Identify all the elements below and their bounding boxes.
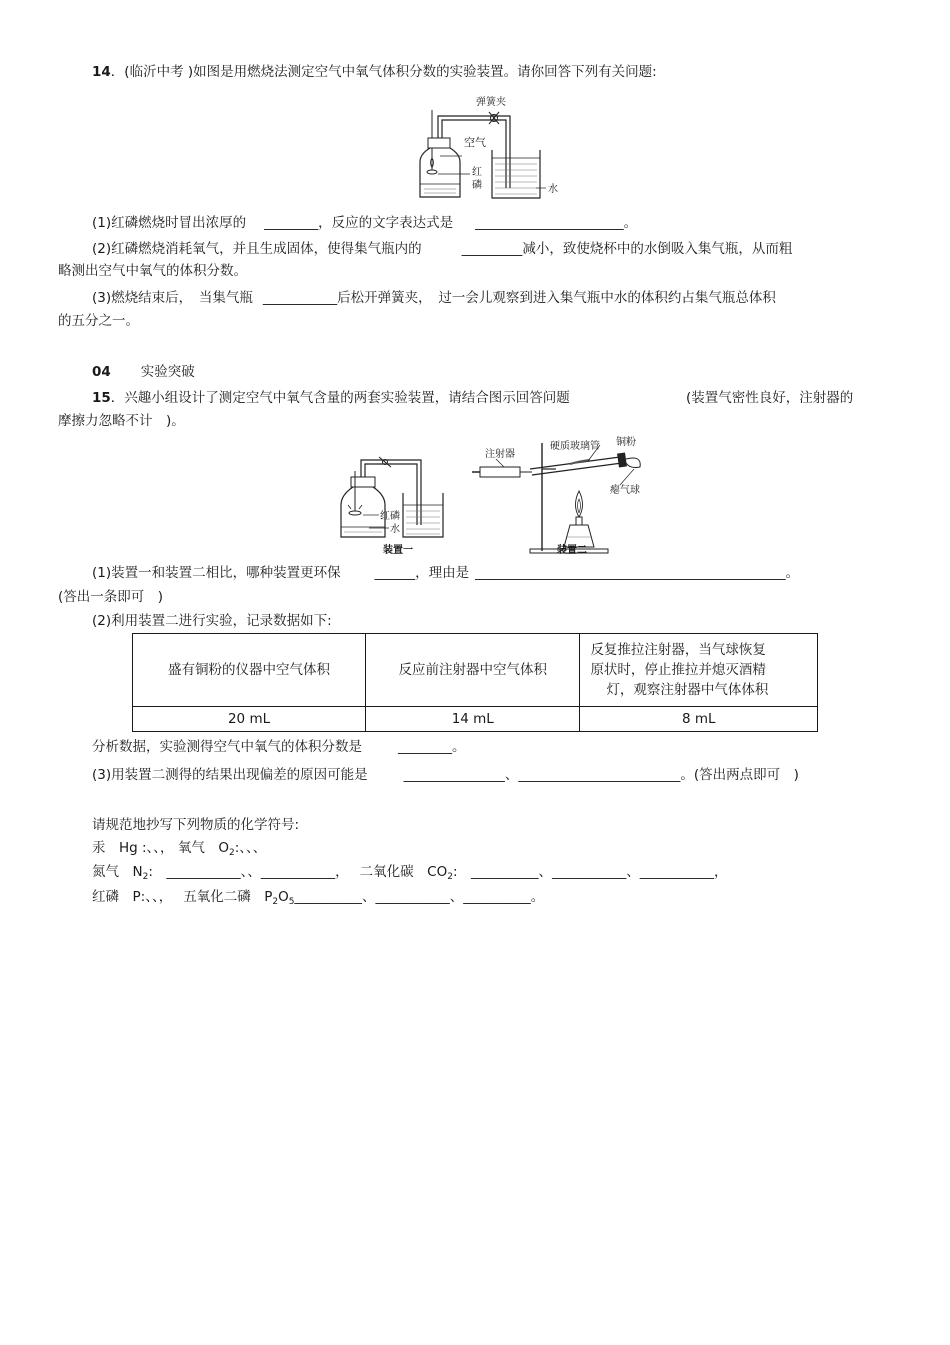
q15-part3-sep: 、 — [504, 767, 519, 783]
q15-stem-b: (装置气密性良好，注射器的 — [686, 390, 854, 406]
q15-part2-analysis — [92, 737, 466, 757]
q15-part1-blank1: ______ — [374, 565, 416, 581]
table-row — [133, 707, 818, 732]
copy-line1-sub: 2 — [228, 848, 235, 858]
table-header-line: 原状时，停止推拉并熄灭酒精 — [590, 662, 766, 678]
q14-part3-cont: 的五分之一。 — [58, 313, 139, 329]
q14-part1-blank2: ______________________ — [475, 215, 624, 231]
q14-stem-text: ．(临沂中考 )如图是用燃烧法测定空气中氧气体积分数的实验装置。请你回答下列有关问题: — [110, 64, 657, 80]
q15-fig2-label-balloon: 瘪气球 — [610, 485, 640, 496]
q14-stem — [92, 62, 657, 82]
section-title: 实验突破 — [140, 364, 195, 380]
q14-label-air: 空气 — [464, 136, 486, 149]
q14-part2 — [92, 239, 792, 259]
copy-line-1 — [92, 838, 266, 863]
q15-part3-text-b: 。(答出两点即可 ) — [680, 767, 799, 783]
copy-line2-text-a: 氮气 N — [92, 864, 143, 880]
q14-part2-text-a: (2)红磷燃烧消耗氧气，并且生成固体，使得集气瓶内的 — [92, 241, 422, 257]
table-header-cell: 反应前注射器中空气体积 — [366, 634, 580, 707]
copy-line3-text-b: __________、___________、__________。 — [294, 889, 545, 905]
copy-line-2 — [92, 862, 728, 887]
q15-data-table — [132, 633, 818, 732]
q14-part1-text-c: 。 — [623, 215, 638, 231]
q15-part1-blank2: ______________________________________________ — [475, 565, 786, 581]
q15-apparatus-one-figure — [333, 453, 448, 558]
table-header-cell — [580, 634, 818, 707]
q15-number: 15 — [92, 390, 111, 406]
q14-label-clamp: 弹簧夹 — [476, 97, 506, 108]
q15-part2-text-a: 分析数据，实验测得空气中氧气的体积分数是 — [92, 739, 362, 755]
q15-fig2-label-copper: 铜粉 — [616, 437, 636, 448]
table-header-line: 灯，观察注射器中气体体积 — [606, 682, 769, 698]
copy-line2-text-c: : __________、___________、___________， — [452, 864, 728, 880]
q14-part3-text-a: (3)燃烧结束后， 当集气瓶 — [92, 290, 253, 306]
table-cell: 8 mL — [580, 707, 818, 732]
copy-line3-text-a: 红磷 P:、、， 五氧化二磷 P — [92, 889, 273, 905]
q15-part2-text-b: 。 — [452, 739, 466, 755]
q14-part2-cont: 略测出空气中氧气的体积分数。 — [58, 263, 247, 279]
q14-number: 14 — [92, 64, 111, 80]
q14-part2-text-b: 减小，致使烧杯中的水倒吸入集气瓶，从而粗 — [522, 241, 793, 257]
q14-label-water: 水 — [548, 184, 558, 195]
table-header-line: 反复推拉注射器，当气球恢复 — [590, 642, 766, 658]
table-cell: 20 mL — [133, 707, 366, 732]
q15-part3-text-a: (3)用装置二测得的结果出现偏差的原因可能是 — [92, 767, 368, 783]
q15-fig1-label-water: 水 — [390, 524, 400, 535]
q15-fig2-caption: 装置二 — [557, 545, 587, 556]
copy-line-3 — [92, 887, 544, 912]
q15-fig1-caption: 装置一 — [383, 545, 413, 556]
section-number: 04 — [92, 364, 111, 380]
q14-part1-text-a: (1)红磷燃烧时冒出浓厚的 — [92, 215, 247, 231]
copy-instruction: 请规范地抄写下列物质的化学符号: — [92, 817, 300, 833]
q14-part3-text-b: 后松开弹簧夹， 过一会儿观察到进入集气瓶中水的体积约占集气瓶总体积 — [337, 290, 776, 306]
copy-line1-text-a: 汞 Hg :、、， 氧气 O — [92, 840, 229, 856]
q14-part1-blank1: ________ — [264, 215, 319, 231]
copy-line1-text-b: :、、、 — [234, 840, 267, 856]
q15-stem-c: 摩擦力忽略不计 )。 — [58, 413, 185, 429]
table-header-row — [133, 634, 818, 707]
copy-line3-sub2: 5 — [288, 897, 295, 907]
q15-part1-text-a: (1)装置一和装置二相比，哪种装置更环保 — [92, 565, 341, 581]
q14-part3 — [92, 288, 776, 308]
copy-line2-sub: 2 — [142, 872, 149, 882]
q15-part2-intro: (2)利用装置二进行实验，记录数据如下: — [92, 613, 332, 629]
copy-line3-sub1: 2 — [272, 897, 279, 907]
q15-part2-blank: ________ — [398, 739, 452, 755]
copy-line2-text-b: : ___________、、___________， 二氧化碳 CO — [148, 864, 448, 880]
copy-line2-sub2: 2 — [447, 872, 453, 882]
q15-part1-text-b: ，理由是 — [415, 565, 470, 581]
q15-part1-note: (答出一条即可 ) — [58, 589, 164, 605]
q14-part2-blank: _________ — [461, 241, 523, 257]
q14-label-phos2: 磷 — [472, 180, 482, 191]
q14-part1 — [92, 213, 637, 233]
q14-label-phos1: 红 — [472, 167, 482, 178]
q15-part1-text-c: 。 — [785, 565, 800, 581]
q15-part3-blank1: _______________ — [403, 767, 505, 783]
q15-fig2-label-syringe: 注射器 — [485, 449, 515, 460]
q15-fig2-label-tube: 硬质玻璃管 — [550, 441, 600, 452]
q15-part3-blank2: ________________________ — [518, 767, 681, 783]
section-heading — [92, 362, 195, 382]
q15-stem — [92, 388, 570, 408]
q14-part3-blank: ___________ — [262, 290, 338, 306]
q15-apparatus-two-figure — [470, 433, 660, 558]
table-header-cell: 盛有铜粉的仪器中空气体积 — [133, 634, 366, 707]
q15-part1 — [92, 563, 799, 583]
q14-apparatus-figure — [410, 92, 570, 202]
table-cell: 14 mL — [366, 707, 580, 732]
q15-fig1-label-phos: 红磷 — [380, 511, 400, 522]
copy-line3-text-mid: O — [278, 889, 289, 905]
q15-stem-text-a: ．兴趣小组设计了测定空气中氧气含量的两套实验装置，请结合图示回答问题 — [110, 390, 570, 406]
q14-part1-text-b: ，反应的文字表达式是 — [318, 215, 454, 231]
q15-part3 — [92, 765, 799, 785]
